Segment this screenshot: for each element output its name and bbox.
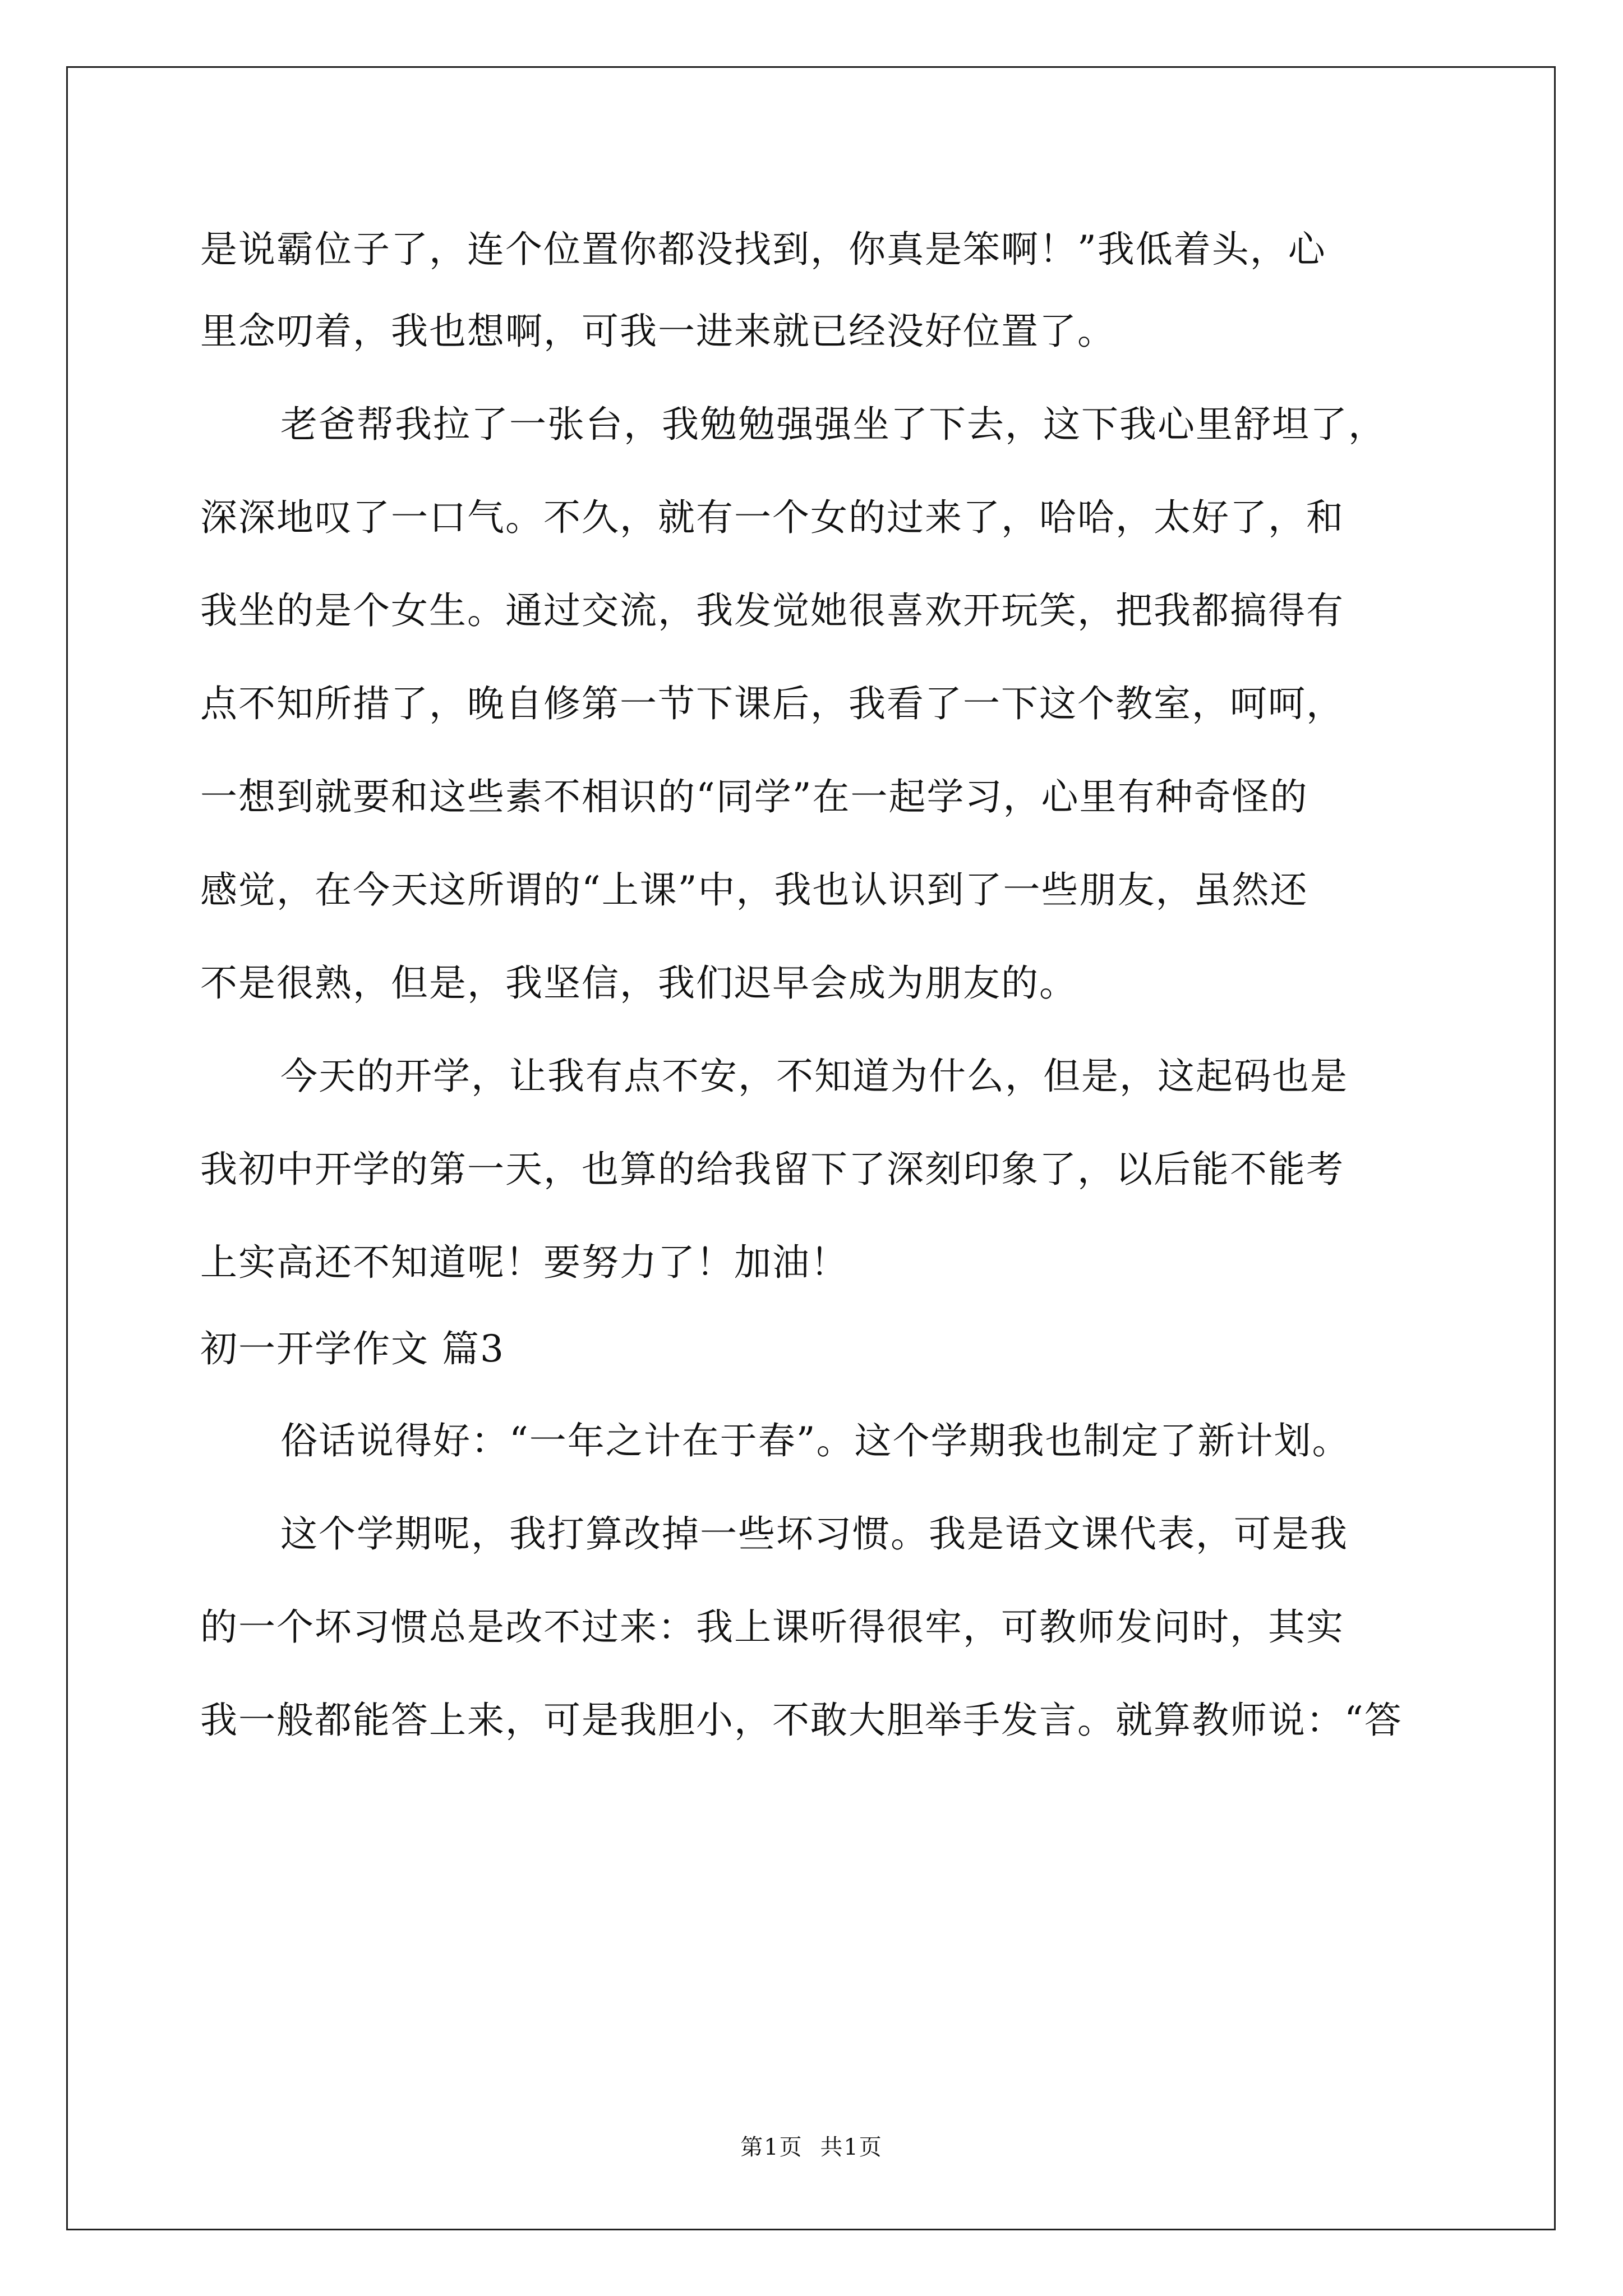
page-footer: [0, 2132, 1623, 2163]
text-line: 不是很熟，但是，我坚信，我们迟早会成为朋友的。: [200, 961, 1077, 1005]
page-number: 第1页: [740, 2134, 803, 2160]
text-line: 我初中开学的第一天，也算的给我留下了深刻印象了，以后能不能考: [200, 1148, 1344, 1191]
text-line: 一想到就要和这些素不相识的“同学”在一起学习，心里有种奇怪的: [200, 775, 1308, 818]
text-line: 上实高还不知道呢！要努力了！加油！: [200, 1241, 849, 1284]
text-line: 里念叨着，我也想啊，可我一进来就已经没好位置了。: [200, 310, 1115, 353]
section-heading: 初一开学作文 篇3: [200, 1327, 505, 1370]
text-line: 是说霸位子了，连个位置你都没找到，你真是笨啊！”我低着头，心: [200, 228, 1326, 271]
text-line: 感觉，在今天这所谓的“上课”中，我也认识到了一些朋友，虽然还: [200, 868, 1308, 912]
text-line: 俗话说得好：“一年之计在于春”。这个学期我也制定了新计划。: [280, 1419, 1350, 1462]
text-line: 老爸帮我拉了一张台，我勉勉强强坐了下去，这下我心里舒坦了，: [280, 403, 1386, 446]
text-line: 这个学期呢，我打算改掉一些坏习惯。我是语文课代表，可是我: [280, 1512, 1348, 1556]
text-line: 今天的开学，让我有点不安，不知道为什么，但是，这起码也是: [280, 1055, 1348, 1098]
text-line: 我一般都能答上来，可是我胆小，不敢大胆举手发言。就算教师说：“答: [200, 1699, 1403, 1742]
text-line: 深深地叹了一口气。不久，就有一个女的过来了，哈哈，太好了，和: [200, 496, 1344, 539]
text-line: 的一个坏习惯总是改不过来：我上课听得很牢，可教师发问时，其实: [200, 1605, 1344, 1649]
text-line: 点不知所措了，晚自修第一节下课后，我看了一下这个教室，呵呵，: [200, 682, 1344, 725]
text-line: 我坐的是个女生。通过交流，我发觉她很喜欢开玩笑，把我都搞得有: [200, 589, 1344, 632]
page-total: 共1页: [820, 2134, 883, 2160]
